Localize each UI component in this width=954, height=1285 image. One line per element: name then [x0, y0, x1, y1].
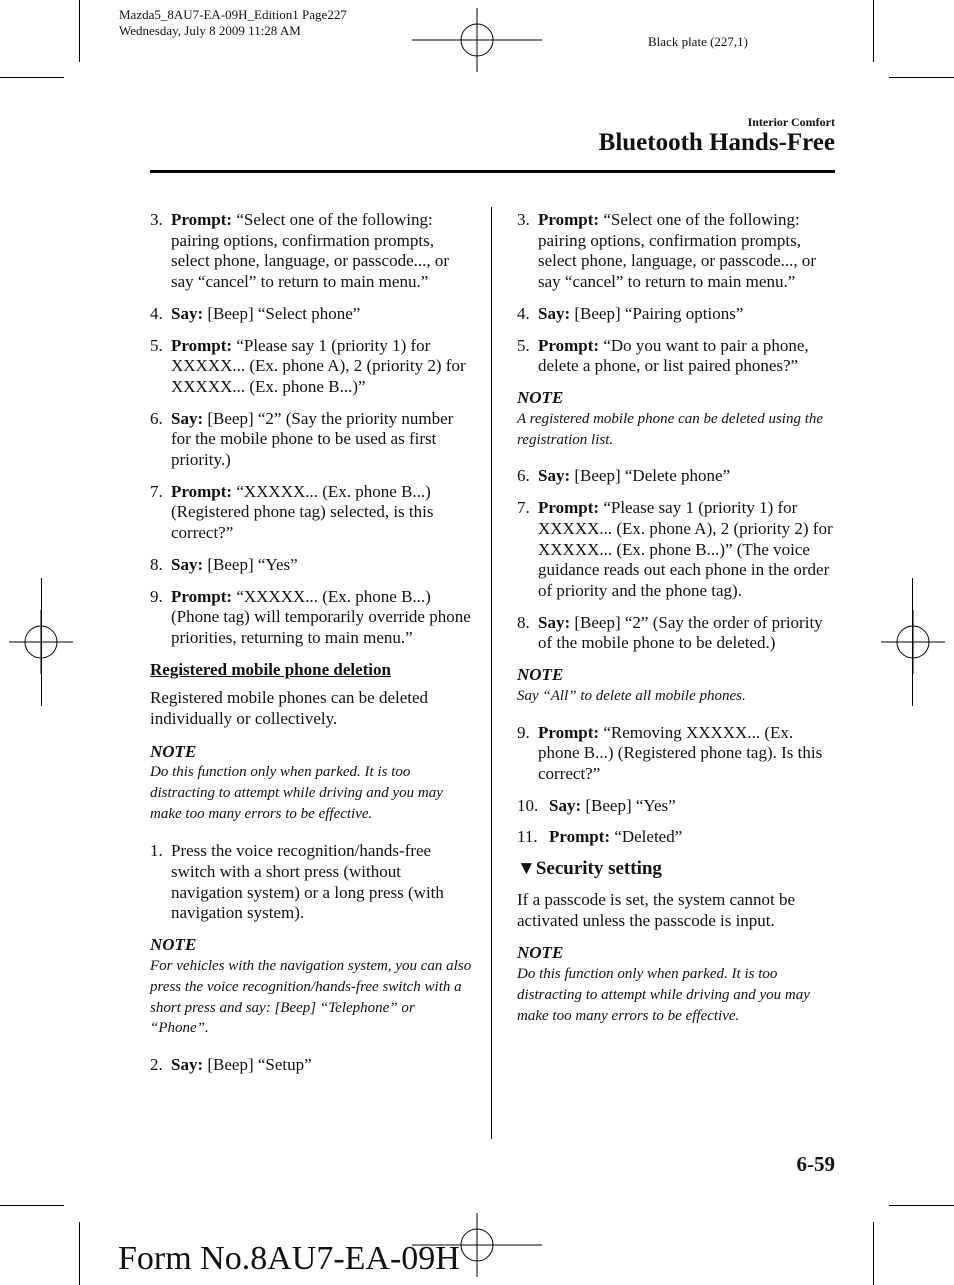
- list-item: 9. Prompt: “XXXXX... (Ex. phone B...) (Phone tag) will temporarily override phone priorities, returning to main menu.”: [150, 586, 471, 647]
- column-divider: [491, 207, 492, 1139]
- right-column: [517, 210, 835, 1043]
- print-header-line2: Wednesday, July 8 2009 11:28 AM: [119, 23, 301, 38]
- note-heading: NOTE: [150, 935, 197, 954]
- note-heading: NOTE: [150, 741, 197, 761]
- list-item: 10. Say: [Beep] “Yes”: [517, 795, 676, 815]
- crop-mark: [873, 1222, 874, 1285]
- crop-mark: [79, 1222, 80, 1285]
- list-item: 8. Say: [Beep] “Yes”: [150, 554, 298, 574]
- list-item: 5. Prompt: “Please say 1 (priority 1) for XXXXX... (Ex. phone A), 2 (priority 2) for XXXXX... (Ex. phone B...)”: [150, 335, 466, 396]
- left-column: [150, 210, 472, 1087]
- crop-mark: [873, 0, 874, 62]
- page-number: 6-59: [796, 1152, 835, 1176]
- list-item: 8. Say: [Beep] “2” (Say the order of priority of the mobile phone to be deleted.): [517, 612, 823, 653]
- paragraph: If a passcode is set, the system cannot be activated unless the passcode is input.: [517, 889, 796, 930]
- list-item: 6. Say: [Beep] “Delete phone”: [517, 466, 731, 486]
- paragraph: Registered mobile phones can be deleted individually or collectively.: [150, 688, 429, 729]
- section-label: Interior Comfort: [747, 115, 835, 129]
- print-header: [119, 7, 347, 39]
- list-item: 7. Prompt: “XXXXX... (Ex. phone B...) (Registered phone tag) selected, is this correct?”: [150, 481, 434, 543]
- page-title: Bluetooth Hands-Free: [598, 129, 835, 156]
- triangle-down-icon: ▼: [517, 858, 536, 880]
- crop-mark: [889, 77, 954, 78]
- crop-mark: [0, 77, 64, 78]
- registration-mark-left: [9, 610, 73, 674]
- list-item: 3. Prompt: “Select one of the following: pairing options, confirmation prompts, select phone, language, or passcode..., or say “cancel” to return to main menu.”: [150, 210, 450, 292]
- step-list: [150, 210, 472, 649]
- list-item: 1. Press the voice recognition/hands-free switch with a short press (without navigation system) or a long press (with navigation system).: [150, 841, 444, 923]
- note-heading: NOTE: [517, 665, 564, 685]
- list-item: 3. Prompt: “Select one of the following: pairing options, confirmation prompts, select phone, language, or passcode..., or say “cancel” to return to main menu.”: [517, 210, 817, 292]
- title-rule: [150, 170, 835, 173]
- crop-mark: [79, 0, 80, 62]
- list-item: 9. Prompt: “Removing XXXXX... (Ex. phone B...) (Registered phone tag). Is this correct?”: [517, 722, 823, 784]
- note-text: For vehicles with the navigation system, you can also press the voice recognition/hands-free switch with a short press and say: [Beep] “Telephone” or “Phone”.: [150, 957, 472, 1037]
- list-item: 2. Say: [Beep] “Setup”: [150, 1055, 312, 1075]
- note-heading: NOTE: [517, 943, 564, 963]
- subheading: Registered mobile phone deletion: [150, 659, 391, 679]
- note-text: A registered mobile phone can be deleted using the registration list.: [517, 410, 824, 448]
- list-item: 4. Say: [Beep] “Select phone”: [150, 303, 361, 323]
- section-heading: ▼Security setting: [517, 858, 662, 880]
- registration-mark-top: [412, 8, 542, 72]
- form-number: Form No.8AU7-EA-09H: [118, 1240, 460, 1277]
- registration-mark-right: [881, 610, 945, 674]
- note-heading: NOTE: [517, 387, 564, 407]
- print-header-line1: Mazda5_8AU7-EA-09H_Edition1 Page227: [119, 7, 347, 22]
- plate-label: Black plate (227,1): [648, 34, 748, 49]
- crop-mark: [889, 1205, 954, 1206]
- list-item: 6. Say: [Beep] “2” (Say the priority number for the mobile phone to be used as first priority.): [150, 408, 454, 470]
- note-text: Do this function only when parked. It is too distracting to attempt while driving and you may make too many errors to be effective.: [150, 764, 443, 823]
- list-item: 11. Prompt: “Deleted”: [517, 827, 683, 847]
- list-item: 4. Say: [Beep] “Pairing options”: [517, 303, 744, 323]
- note-text: Do this function only when parked. It is too distracting to attempt while driving and you may make too many errors to be effective.: [517, 966, 810, 1024]
- list-item: 5. Prompt: “Do you want to pair a phone, delete a phone, or list paired phones?”: [517, 335, 809, 376]
- note-text: Say “All” to delete all mobile phones.: [517, 687, 746, 704]
- list-item: 7. Prompt: “Please say 1 (priority 1) for XXXXX... (Ex. phone A), 2 (priority 2) for XXXXX... (Ex. phone B...)” (The voice guidance reads out each phone in the order of priority and the phone tag).: [517, 498, 833, 600]
- crop-mark: [0, 1205, 64, 1206]
